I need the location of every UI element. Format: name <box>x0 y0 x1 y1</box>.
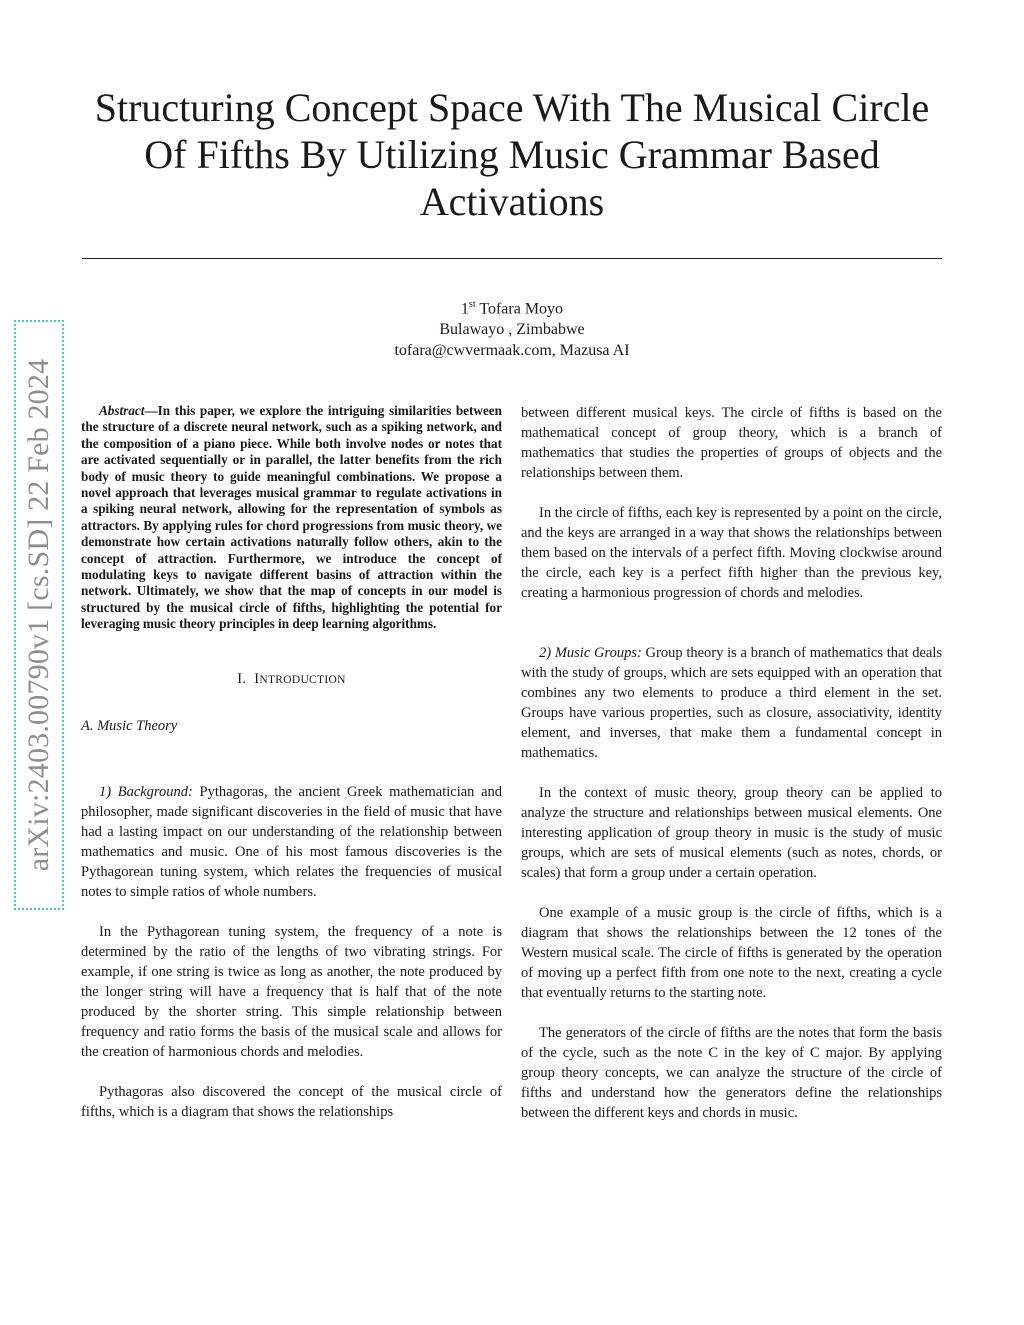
music-groups-heading: 2) Music Groups: <box>539 645 642 661</box>
author-block <box>312 294 712 361</box>
abstract-text: In this paper, we explore the intriguing similarities between the structure of a discrete neural network, such as a spiking network, and the composition of a piano piece. While both involve nodes or notes that are activated sequentially or in parallel, the latter benefits from the rich body of music theory to guide meaningful combinations. We propose a novel approach that leverages musical grammar to regulate activations in a spiking neural network, allowing for the representation of symbols as attractors. By applying rules for chord progressions from music theory, we demonstrate how certain activations naturally follow others, akin to the concept of attraction. Furthermore, we introduce the concept of modulating keys to navigate different basins of attraction within the network. Ultimately, we show that the map of concepts in our model is structured by the musical circle of fifths, highlighting the potential for leveraging music theory principles in deep learning algorithms. <box>81 403 502 632</box>
music-groups-paragraph-2: In the context of music theory, group theory can be applied to analyze the structure and relationships between musical elements. One interesting application of group theory in music is the study of music groups, which are sets of musical elements (such as notes, chords, or scales) that form a group under a certain operation. <box>521 785 942 881</box>
circle-of-fifths-paragraph: In the circle of fifths, each key is represented by a point on the circle, and the keys are arranged in a way that shows the relationships between them based on the intervals of a perfect fifth. Moving clockwise around the circle, each key is a perfect fifth higher than the previous key, creating a harmonious progression of chords and melodies. <box>521 505 942 601</box>
abstract-dash: — <box>144 403 158 418</box>
abstract <box>81 403 502 633</box>
background-paragraph-2: In the Pythagorean tuning system, the frequency of a note is determined by the ratio of the lengths of two vibrating strings. For example, if one string is twice as long as another, the note produced by the longer string will have a frequency that is half that of the note produced by the shorter string. This simple relationship between frequency and ratio forms the basis of the musical scale and allows for the creation of harmonious chords and melodies. <box>81 923 502 1060</box>
music-groups-paragraph-4: The generators of the circle of fifths are the notes that form the basis of the cycle, such as the note C in the key of C major. By applying group theory concepts, we can analyze the structure of the circle of fifths and understand how the generators define the relationships between the different keys and chords in music. <box>521 1025 942 1121</box>
author-email[interactable]: tofara@cwvermaak.com, Mazusa AI <box>394 342 630 360</box>
author-name-line <box>312 294 712 319</box>
background-paragraph-3: Pythagoras also discovered the concept of the musical circle of fifths, which is a diagram that shows the relationships <box>81 1083 502 1120</box>
author-ordinal: 1 <box>460 300 469 318</box>
music-groups-paragraph-1 <box>521 643 942 763</box>
background-paragraph-1 <box>81 782 502 902</box>
arxiv-identifier[interactable]: arXiv:2403.00790v1 [cs.SD] 22 Feb 2024 <box>22 358 55 872</box>
abstract-label: Abstract <box>99 403 145 418</box>
section-heading-introduction <box>81 669 502 690</box>
background-heading: 1) Background: <box>99 783 193 800</box>
right-column <box>521 403 942 1123</box>
section-title-rest: NTRODUCTION <box>259 673 346 686</box>
author-ordinal-suffix: st <box>468 299 476 310</box>
section-number: I. <box>237 670 247 687</box>
title-divider <box>82 258 942 259</box>
author-name: Tofara Moyo <box>479 300 564 318</box>
arxiv-identifier-stamp[interactable] <box>14 320 64 910</box>
background-text-1: Pythagoras, the ancient Greek mathematician and philosopher, made significant discoveries in the field of music that have had a lasting impact on our understanding of the relationship between mathematics and music. One of his most famous discoveries is the Pythagorean tuning system, which relates the frequencies of musical notes to simple ratios of whole numbers. <box>81 783 502 900</box>
left-column <box>81 403 502 1122</box>
music-groups-text-1: Group theory is a branch of mathematics that deals with the study of groups, which are sets equipped with an operation that combines any two elements to produce a third element in the set. Groups have various properties, such as closure, associativity, identity element, and inverses, that make them a fundamental concept in mathematics. <box>521 645 943 761</box>
author-location: Bulawayo , Zimbabwe <box>439 321 585 339</box>
paper-title: Structuring Concept Space With The Musical Circle Of Fifths By Utilizing Music Grammar Based Activations <box>94 85 930 224</box>
continuation-paragraph: between different musical keys. The circle of fifths is based on the mathematical concept of group theory, which is a branch of mathematics that studies the properties of groups of objects and the relationships between them. <box>521 405 942 481</box>
section-title-initial: I <box>254 670 260 687</box>
subsection-heading-music-theory: A. Music Theory <box>81 717 178 734</box>
music-groups-paragraph-3: One example of a music group is the circle of fifths, which is a diagram that shows the relationships between the 12 tones of the Western musical scale. The circle of fifths is generated by the operation of moving up a perfect fifth from one note to the next, creating a cycle that eventually returns to the starting note. <box>521 905 942 1001</box>
